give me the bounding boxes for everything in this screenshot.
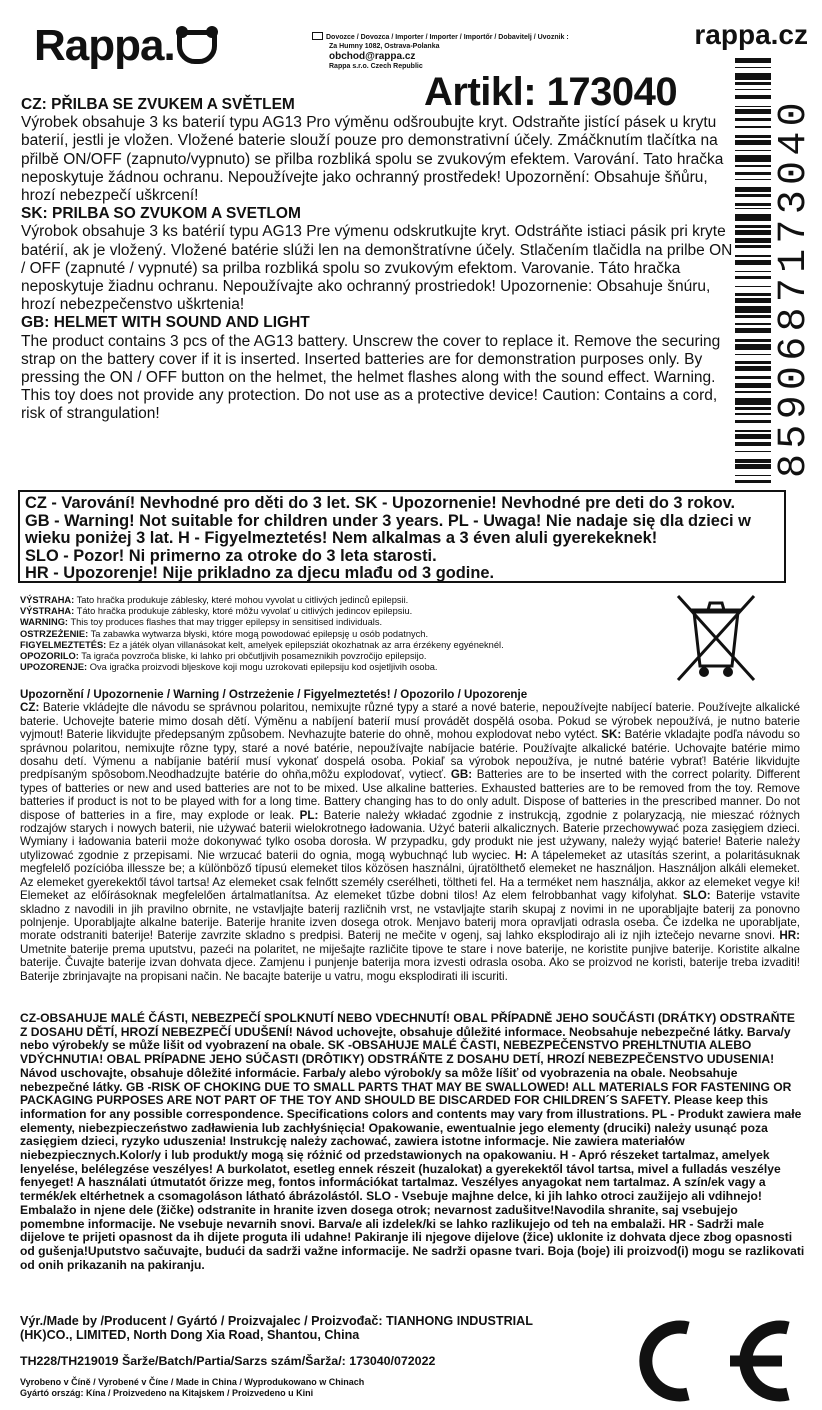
barcode-bar bbox=[735, 376, 771, 379]
barcode-bar bbox=[735, 150, 771, 152]
lang-text: Baterie należy wkładać zgodnie z instrukcją, zgodnie z polaryzacją, nie mieszać różnych rodzajów starych i nowych baterii, nie używać baterii wielokrotnego ładowania. Użyć baterii alkalicznych. Baterie przechowywać poza zasięgiem dzieci. Wymiany i ładowania baterii może dokonywać tylko osoba dorosła. W przypadku, gdy produkt nie jest używany, należy wyjąć baterie! Baterie należy utylizować zgodnie z przepisami. Nie wrzucać baterii do ognia, mogą wybuchnąć lub wyciec. bbox=[20, 808, 800, 862]
barcode-bar bbox=[735, 95, 771, 98]
barcode-bar bbox=[735, 413, 771, 415]
manufacturer: Výr./Made by /Producent / Gyártó / Proizvajalec / Proizvođač: TIANHONG INDUSTRIAL (HK)CO., LIMITED, North Dong Xia Road, Shantou, China bbox=[20, 1314, 533, 1343]
age-warning-line: SLO - Pozor! Ni primerno za otroke do 3 leta starosti. bbox=[25, 546, 437, 565]
age-warning-box bbox=[18, 490, 786, 583]
barcode-bar bbox=[735, 286, 771, 288]
barcode-bar bbox=[735, 391, 771, 393]
flash-warning-item bbox=[20, 606, 660, 617]
flash-warning-text: Ta zabawka wytwarza błyski, które mogą powodować epilepsję u osób podatnych. bbox=[88, 628, 429, 639]
bear-logo-icon bbox=[177, 30, 217, 64]
lang-text: Baterije vstavite skladno z navodili in jih pravilno obrnite, ne vstavljajte baterij različnih vrst, ne vstavljajte starih skupaj z novimi in ne uporabljajte baterij za ponovno polnjenje. Uporabljajte alkalne baterije. Baterije hranite izven dosega otrok. Menjavo baterij mora opravljati odrasla oseba. Če izdelka ne uporabljate, morate odstraniti baterije! Baterije zavrzite skladno s predpisi. Baterij ne mečite v ogenj, saj lahko eksplodirajo ali iz njih iztečejo nevarne snovi. bbox=[20, 889, 800, 943]
barcode-bar bbox=[735, 276, 771, 279]
age-warning-line: CZ - Varování! Nevhodné pro děti do 3 let. SK - Upozornenie! Nevhodné pre deti do 3 rokov. bbox=[25, 494, 736, 512]
barcode-bar bbox=[735, 315, 771, 318]
lang-text: Umetnite baterije prema uputstvu, pazeći na polaritet, ne miješajte različite tipove te stare i nove baterije, ne koristite punjive baterije. Koristite alkalne baterije. Čuvajte baterije izvan dohvata djece. Zamjenu i punjenje baterija mora izvesti odrasla osoba. Ako se proizvod ne koristi, baterije treba izvaditi! Baterije zbrinjavajte na propisani način. Ne bacajte baterije u vatru, mogu eksplodirati ili iscuriti. bbox=[20, 942, 800, 983]
barcode-bar bbox=[735, 194, 771, 197]
barcode-bar bbox=[735, 344, 771, 351]
section-title-sk: SK: PRILBA SO ZVUKOM A SVETLOM bbox=[21, 205, 301, 223]
small-parts-text: CZ-OBSAHUJE MALÉ ČÁSTI, NEBEZPEČÍ SPOLKNUTÍ NEBO VDECHNUTÍ! OBAL PŘÍPADNĚ JEHO SOUČÁSTI (DRÁTKY) ODSTRAŇTE Z DOSAHU DĚTÍ, HROZÍ NEBEZPEČÍ UDUŠENÍ! Návod uchovejte, obsahuje důležité informace. Neobsahuje nebezpečné látky. Barva/y nebo výrobek/y se může lišit od vyobrazení na obale. SK -OBSAHUJE MALÉ ČASTI, NEBEZPEČENSTVO PREHLTNUTIA ALEBO VDÝCHNUTIA! OBAL PRÍPADNE JEHO SÚČASTI (DRÔTIKY) ODSTRÁŇTE Z DOSAHU DETÍ, HROZÍ NEBEZPEČENSTVO UDUSENIA! Návod uschovajte, obsahuje dôležité informácie. Farba/y alebo výrobok/y sa môže líšiť od vyobrazenia na obale. Neobsahuje nebezpečné látky. GB -RISK OF CHOKING DUE TO SMALL PARTS THAT MAY BE SWALLOWED! ALL MATERIALS FOR FASTENING OR PACKAGING PURPOSES ARE NOT PART OF THE TOY AND SHOULD BE DISCARDED FOR CHILDREN´S SAFETY. Please keep this information for any possible correspondence. Specifications colors and contents may vary from illustrations. PL - Produkt zawiera małe elementy, niebezpieczeństwo zadławienia lub zachłyśnięcia! Opakowanie, ewentualnie jego elementy (druciki) należy usunąć poza zasięgiem dzieci, ryzyko uduszenia! Instrukcję należy zachować, zawiera istotne informacje. Nie zawiera materiałów niebezpiecznych.Kolor/y i lub produkt/y mogą się różnić od przedstawionych na opakowaniu. H - Apró részeket tartalmaz, amelyek lenyelése, belélegzése veszélyes! A burkolatot, esetleg ennek részeit (huzalokat) a gyerekektől távol tartsa, mivel a fulladás veszélye fenyeget! A használati útmutatót őrizze meg, fontos információkat tartalmaz. Veszélyes anyagokat nem tartalmaz. A szín/ek vagy a termék/ek eltérhetnek a csomagoláson látható ábrázolástól. SLO - Vsebuje majhne delce, ki jih lahko otroci zaužijejo ali vdihnejo! Embalažo in njene dele (žičke) odstranite in hranite izven dosega otrok; nevarnost zadušitve!Navodila shranite, saj vsebujejo pomembne informacije. Ne vsebuje nevarnih snovi. Barva/e ali izdelek/ki se lahko razlikujejo od teh na embalaži. HR - Sadrži male dijelove te prijeti opasnost da ih dijete proguta ili udahne! Pakiranje ili njegove dijelove (žice) uklonite iz dohvata djece zbog opasnosti od gušenja!Uputstvo sačuvajte, budući da sadrži važne informacije. Ne sadrži opasne tvari. Boja (boje) ili proizvod(i) mogu se razlikovati od onih prikazanih na pakiranju. bbox=[20, 1011, 805, 1272]
barcode-bar bbox=[735, 442, 771, 445]
barcode-bar bbox=[735, 245, 771, 248]
lang-label: HR: bbox=[779, 929, 800, 943]
flash-warning-item bbox=[20, 640, 660, 651]
barcode-bars bbox=[735, 58, 771, 483]
brand-logo-text: Rappa. bbox=[34, 21, 175, 70]
flash-warning-text: Ta igrača povzroča bliske, ki lahko pri občutljivih posameznikih povzročijo epilepsijo. bbox=[78, 651, 427, 662]
flash-warning-item bbox=[20, 629, 660, 640]
barcode-bar bbox=[735, 225, 771, 228]
barcode-bar bbox=[735, 271, 771, 273]
flash-warning-label: OSTRZEŻENIE: bbox=[20, 628, 89, 639]
barcode-bar bbox=[735, 298, 771, 303]
barcode-bar bbox=[735, 430, 771, 432]
ce-mark-icon bbox=[606, 1318, 802, 1404]
lang-label: SLO: bbox=[682, 889, 711, 903]
barcode-bar bbox=[735, 238, 771, 243]
barcode bbox=[735, 58, 817, 483]
barcode-bar bbox=[735, 187, 771, 192]
barcode-bar bbox=[735, 293, 771, 296]
lang-text: Batérie vkladajte podľa návodu so správnou polaritou, nemixujte rôzne typy, staré a nové batérie, nepoužívajte nabíjacie batérie. Používajte alkalické batérie. Uchovajte batérie mimo dosahu detí. Výmenu a nabíjanie batérií musí vykonať dospelá osoba. Pokiaľ sa výrobok nepoužíva, je nutné batérie vybrať! Batérie likvidujte predpísaným spôsobom.Neodhadzujte batérie do ohňa,môžu explodovať, vytiecť. bbox=[20, 728, 800, 782]
barcode-bar bbox=[735, 255, 771, 257]
flash-warning-item bbox=[20, 595, 660, 606]
lang-label: CZ: bbox=[20, 701, 40, 715]
barcode-bar bbox=[735, 339, 771, 342]
barcode-bar bbox=[735, 172, 771, 175]
barcode-bar bbox=[735, 106, 771, 108]
barcode-digits: 8590687173040 bbox=[772, 97, 817, 478]
section-title-gb: GB: HELMET WITH SOUND AND LIGHT bbox=[21, 314, 310, 332]
lang-label: PL: bbox=[299, 808, 319, 822]
lang-label: GB: bbox=[450, 768, 473, 782]
barcode-bar bbox=[735, 451, 771, 453]
lang-text: Baterie vkládejte dle návodu se správnou polaritou, nemixujte různé typy a staré a nové baterie, nepoužívejte nabíjecí baterie. Používejte alkalické baterie. Uchovejte baterie mimo dosah dětí. Výměnu a nabíjení baterií musí provádět dospělá osoba. Pokud se výrobek nepoužívá, je nutno baterie vyjmout! Baterie likvidujte předepsaným způsobem. Nevhazujte baterie do ohně, mohou explodovat nebo vytéct. bbox=[20, 701, 800, 742]
barcode-bar bbox=[735, 475, 771, 477]
importer-line1: Dovozce / Dovozca / Importer / Importer / Importőr / Dobavitelj / Uvoznik : bbox=[326, 34, 569, 41]
barcode-bar bbox=[735, 434, 771, 439]
lang-text: A tápelemeket az utasítás szerint, a polaritásuknak megfelelő pozícióba illessze be; a különböző típusú elemeket tilos közösen használni, újratölthető elemeket ne használjon. Használjon alkáli elemeket. Az elemeket gyerekektől távol tartsa! Az elemeket csak felnőtt személy cserélheti, töltheti fel. Ha a terméket nem használja, akkor az elemeket vegye ki! Elemeket az előírásoknak megfelelően ártalmatlanítsa. Az elemeket tűzbe dobni tilos! Az elem felrobbanhat vagy kifolyhat. bbox=[20, 848, 800, 903]
crossed-out-wheelie-bin-icon bbox=[670, 590, 762, 686]
barcode-bar bbox=[735, 354, 771, 356]
brand-logo bbox=[34, 22, 217, 70]
lang-label: SK: bbox=[601, 728, 622, 742]
flash-warning-text: This toy produces flashes that may trigger epilepsy in sensitised individuals. bbox=[68, 617, 383, 628]
section-body-cz: Výrobek obsahuje 3 ks baterií typu AG13 Pro výměnu odšroubujte kryt. Odstraňte jistící pásek u krytu baterií, jestli je vložen. Vložené baterie slouží pouze pro demonstrativní účely. Zmáčknutím tlačítka na přilbě ON/OFF (zapnuto/vypnuto) se přilba rozbliká spolu se zvukovým efektem. Varování. Tato hračka neposkytuje žádnou ochranu. Nepoužívejte jako ochranný prostředek! Upozornění: Obsahuje šňůru, hrozí nebezpečí uškrcení! bbox=[21, 114, 724, 205]
barcode-bar bbox=[735, 109, 771, 114]
lang-label: H: bbox=[514, 848, 528, 862]
barcode-bar bbox=[735, 135, 771, 138]
barcode-bar bbox=[735, 260, 771, 265]
barcode-bar bbox=[735, 58, 771, 63]
importer-block bbox=[312, 32, 612, 72]
barcode-bar bbox=[735, 230, 771, 235]
barcode-bar bbox=[735, 323, 771, 325]
barcode-bar bbox=[735, 203, 771, 206]
flash-warning-text: Tato hračka produkuje záblesky, které mohou vyvolat u citlivých jedinců epilepsii. bbox=[74, 595, 409, 605]
flash-warning-label: OPOZORILO: bbox=[20, 651, 79, 662]
section-body-sk: Výrobok obsahuje 3 ks batérií typu AG13 Pre výmenu odskrutkujte kryt. Odstráňte istiaci pásik pri kryte batérií, ak je vložený. Vložené batérie slúži len na demonštratívne účely. Stlačením tlačidla na prilbe ON / OFF (zapnuté / vypnuté) sa prilba rozbliká spolu so zvukovým efektom. Varovanie. Táto hračka neposkytuje žiadnu ochranu. Nepoužívajte ako ochranný prostriedok! Upozornenie: Obsahuje šnúru, hrozí nebezpečenstvo uškrtenia! bbox=[21, 223, 733, 314]
barcode-bar bbox=[735, 366, 771, 371]
barcode-bar bbox=[735, 165, 771, 167]
barcode-bar bbox=[735, 480, 771, 483]
battery-warnings bbox=[20, 688, 800, 983]
barcode-bar bbox=[735, 420, 771, 423]
battery-heading: Upozornění / Upozornenie / Warning / Ostrzeżenie / Figyelmeztetés! / Opozorilo / Upozorenje bbox=[20, 688, 528, 701]
barcode-bar bbox=[735, 82, 771, 85]
flash-warning-item bbox=[20, 617, 660, 628]
barcode-bar bbox=[735, 179, 771, 181]
batch-number: TH228/TH219019 Šarže/Batch/Partia/Sarzs szám/Šarža/: 173040/072022 bbox=[20, 1354, 436, 1368]
barcode-bar bbox=[735, 155, 771, 162]
site-url: rappa.cz bbox=[694, 19, 808, 50]
barcode-bar bbox=[735, 306, 771, 313]
barcode-bar bbox=[735, 383, 771, 388]
small-parts-warning bbox=[20, 1012, 805, 1272]
barcode-bar bbox=[735, 140, 771, 145]
flash-warning-item bbox=[20, 651, 660, 662]
section-title-cz: CZ: PŘILBA SE ZVUKEM A SVĚTLEM bbox=[21, 96, 295, 113]
country-of-origin bbox=[20, 1377, 600, 1399]
barcode-bar bbox=[735, 89, 771, 91]
importer-address: Za Humny 1082, Ostrava-Polanka bbox=[329, 42, 440, 50]
flash-warning-label: UPOZORENJE: bbox=[20, 662, 88, 673]
barcode-bar bbox=[735, 126, 771, 128]
barcode-bar bbox=[735, 328, 771, 333]
lang-text: Batteries are to be inserted with the correct polarity. Different types of batteries or new and used batteries are not to be mixed. Use alkaline batteries. Exhausted batteries are to be removed from the toy. Remove batteries if product is not to be played with for a long time. Battery changing has to do only adult. Dispose of batteries in the prescribed manner. Do not dispose of batteries in a fire, may explode or leak. bbox=[20, 768, 800, 822]
product-description bbox=[21, 96, 736, 424]
flash-warning-text: Ova igračka proizvodi bljeskove koji mogu uzrokovati epilepsiju kod osjetljivih osoba. bbox=[87, 662, 438, 673]
article-number: Artikl: 173040 bbox=[424, 70, 678, 114]
barcode-bar bbox=[735, 208, 771, 210]
flash-warnings bbox=[20, 595, 660, 673]
barcode-bar bbox=[735, 361, 771, 364]
barcode-bar bbox=[735, 464, 771, 469]
flash-warning-label: FIGYELMEZTETÉS: bbox=[20, 639, 107, 650]
envelope-icon bbox=[312, 32, 323, 40]
flash-warning-label: VÝSTRAHA: bbox=[20, 606, 75, 617]
barcode-bar bbox=[735, 214, 771, 221]
age-warning-line: HR - Upozorenje! Nije prikladno za djecu mlađu od 3 godine. bbox=[25, 564, 494, 583]
flash-warning-text: Táto hračka produkuje záblesky, ktoré môžu vyvolať u citlivých jedincov epilepsiu. bbox=[74, 606, 413, 617]
barcode-bar bbox=[735, 73, 771, 80]
flash-warning-text: Ez a játék olyan villanásokat kelt, amelyek epilepsziát okozhatnak az arra érzékeny egyéneknél. bbox=[106, 639, 504, 650]
barcode-bar bbox=[735, 118, 771, 121]
flash-warning-label: VÝSTRAHA: bbox=[20, 595, 75, 605]
barcode-bar bbox=[735, 67, 771, 69]
origin-line: Gyártó ország: Kína / Proizvedeno na Kitajskem / Proizvedeno u Kini bbox=[20, 1388, 314, 1398]
barcode-bar bbox=[735, 398, 771, 405]
age-warning-line: GB - Warning! Not suitable for children under 3 years. PL - Uwaga! Nie nadaje się dla dzieci w wieku poniżej 3 lat. H - Figyelmeztetés! Nem alkalmas a 3 éven aluli gyerekeknek! bbox=[25, 511, 751, 548]
flash-warning-item bbox=[20, 662, 660, 673]
flash-warning-label: WARNING: bbox=[20, 617, 69, 628]
section-body-gb: The product contains 3 pcs of the AG13 battery. Unscrew the cover to replace it. Remove the securing strap on the battery cover if it is inserted. Inserted batteries are for demonstration purposes only. By pressing the ON / OFF button on the helmet, the helmet flashes along with the sound effect. Warning. This toy does not provide any protection. Do not use as a protective device! Caution: Contains a cord, risk of strangulation! bbox=[21, 332, 721, 423]
barcode-bar bbox=[735, 459, 771, 462]
importer-company: Rappa s.r.o. Czech Republic bbox=[329, 63, 423, 70]
barcode-bar bbox=[735, 407, 771, 410]
importer-email: obchod@rappa.cz bbox=[329, 51, 416, 62]
origin-line: Vyrobeno v Číně / Vyrobené v Číne / Made in China / Wyprodukowano w Chinach bbox=[20, 1377, 365, 1387]
battery-text bbox=[20, 701, 800, 983]
